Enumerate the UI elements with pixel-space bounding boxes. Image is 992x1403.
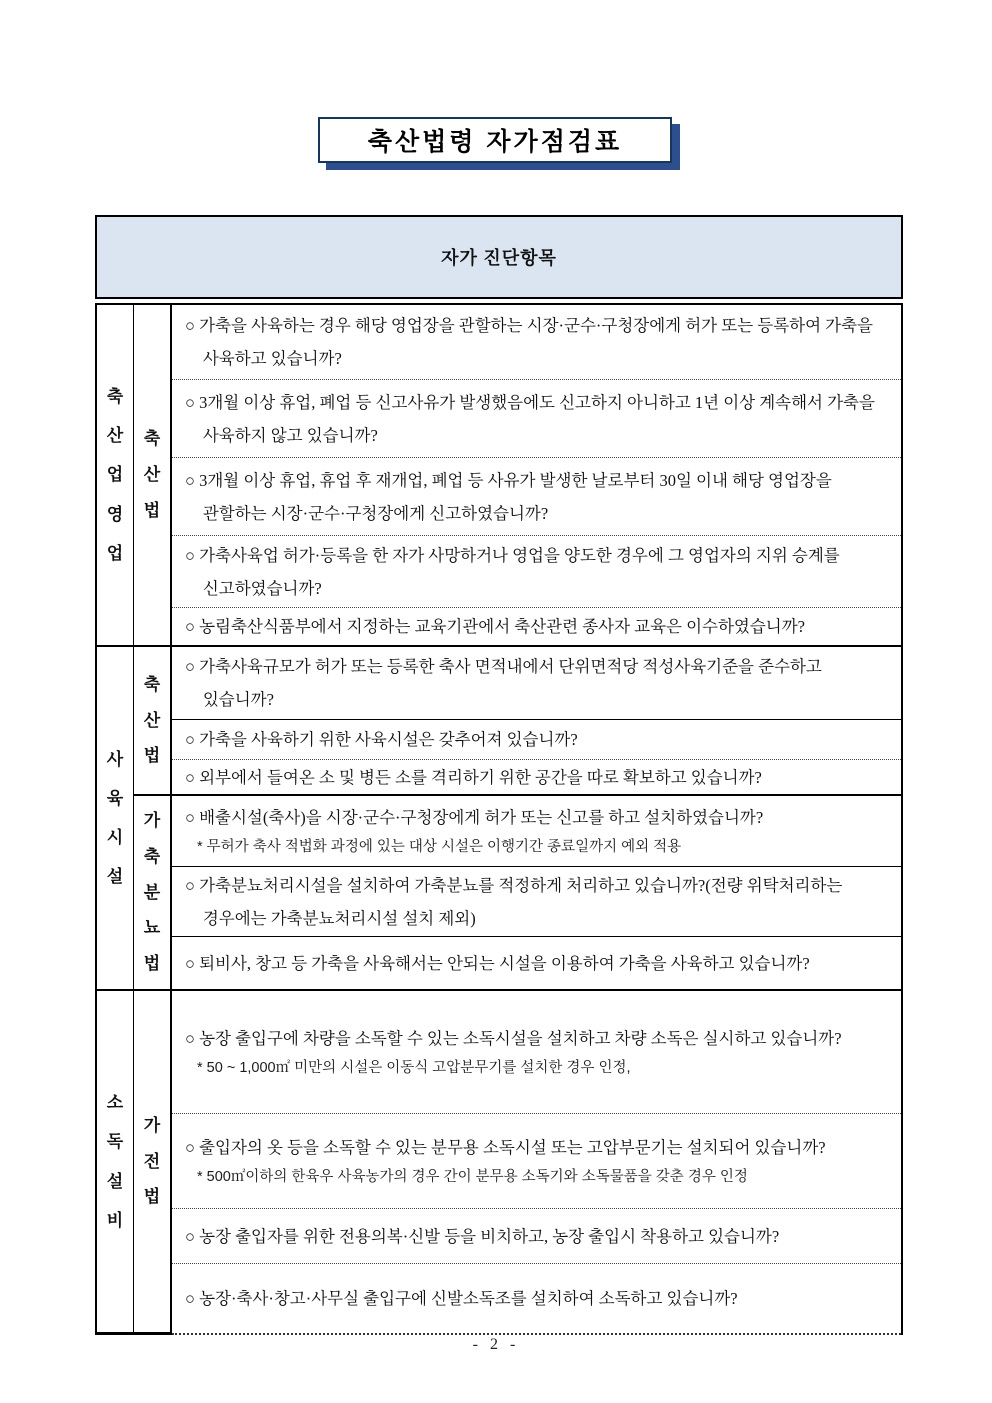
law-label: 축산법 — [143, 674, 161, 766]
checklist-item — [172, 759, 901, 794]
question-text: ○ 가축분뇨처리시설을 설치하여 가축분뇨를 적정하게 처리하고 있습니까?(전량 위탁처리하는 경우에는 가축분뇨처리시설 설치 제외) — [185, 875, 843, 928]
question-text: ○ 3개월 이상 휴업, 폐업 등 신고사유가 발생했음에도 신고하지 아니하고 1년 이상 계속해서 가축을 사육하지 않고 있습니까? — [185, 392, 875, 445]
law-subgroup — [134, 794, 901, 989]
checklist-item — [172, 1208, 901, 1263]
checklist-item — [172, 796, 901, 866]
checklist-item — [172, 535, 901, 607]
question-text: ○ 퇴비사, 창고 등 가축을 사육해서는 안되는 시설을 이용하여 가축을 사육하고 있습니까? — [185, 953, 810, 973]
checklist-item — [172, 866, 901, 936]
question-note: * 500㎡이하의 한육우 사육농가의 경우 간이 분무용 소독기와 소독물품을 갖춘 경우 인정 — [197, 1168, 748, 1185]
law-label: 가축분뇨법 — [143, 811, 161, 974]
question-text: ○ 배출시설(축사)을 시장·군수·구청장에게 허가 또는 신고를 하고 설치하였습니까? — [185, 807, 764, 827]
law-subgroup — [134, 991, 901, 1335]
checklist-item — [172, 1113, 901, 1208]
question-note: * 50 ~ 1,000㎡ 미만의 시설은 이동식 고압분무기를 설치한 경우 인정, — [197, 1059, 631, 1076]
question-text: ○ 가축사육규모가 허가 또는 등록한 축사 면적내에서 단위면적당 적성사육기준을 준수하고 있습니까? — [185, 657, 822, 709]
page-number: - 2 - — [472, 1336, 520, 1353]
category-cell — [97, 305, 134, 645]
category-cell — [97, 991, 134, 1335]
checklist-item — [172, 719, 901, 759]
document-title-box — [318, 117, 672, 163]
checklist-item — [172, 991, 901, 1113]
category-label: 사육시설 — [106, 749, 124, 887]
question-text: ○ 농장 출입구에 차량을 소독할 수 있는 소독시설을 설치하고 차량 소독은 실시하고 있습니까? — [185, 1028, 842, 1048]
question-note: * 무허가 축사 적법화 과정에 있는 대상 시설은 이행기간 종료일까지 예외 적용 — [197, 838, 682, 855]
section-livestock-business — [97, 305, 901, 645]
table-header-label: 자가 진단항목 — [441, 248, 557, 268]
checklist-table — [95, 215, 903, 1335]
law-cell — [134, 991, 172, 1335]
question-text: ○ 3개월 이상 휴업, 휴업 후 재개업, 폐업 등 사유가 발생한 날로부터 30일 이내 해당 영업장을 관할하는 시장·군수·구청장에게 신고하였습니까? — [185, 470, 832, 523]
question-text: ○ 농장 출입자를 위한 전용의복·신발 등을 비치하고, 농장 출입시 착용하고 있습니까? — [185, 1226, 780, 1246]
checklist-item — [172, 647, 901, 719]
question-text: ○ 가축을 사육하는 경우 해당 영업장을 관할하는 시장·군수·구청장에게 허가 또는 등록하여 가축을 사육하고 있습니까? — [185, 316, 873, 368]
section-breeding-facility — [97, 645, 901, 989]
law-cell — [134, 796, 172, 989]
checklist-item — [172, 379, 901, 457]
law-label: 가전법 — [143, 1115, 161, 1207]
law-subgroup — [134, 647, 901, 794]
checklist-item — [172, 607, 901, 645]
checklist-item — [172, 1263, 901, 1333]
document-title: 축산법령 자가점검표 — [367, 128, 623, 156]
category-cell — [97, 647, 134, 989]
table-body — [95, 303, 903, 1335]
category-label: 소독설비 — [106, 1093, 124, 1230]
question-text: ○ 외부에서 들여온 소 및 병든 소를 격리하기 위한 공간을 따로 확보하고 있습니까? — [185, 767, 762, 787]
checklist-item — [172, 457, 901, 535]
question-text: ○ 농장·축사·창고·사무실 출입구에 신발소독조를 설치하여 소독하고 있습니까? — [185, 1289, 738, 1308]
category-label: 축산업영업 — [106, 387, 124, 563]
question-text: ○ 농림축산식품부에서 지정하는 교육기관에서 축산관련 종사자 교육은 이수하였습니까? — [185, 617, 805, 636]
law-cell — [134, 305, 172, 645]
law-subgroup — [134, 305, 901, 645]
section-disinfection-equipment — [97, 989, 901, 1335]
law-cell — [134, 647, 172, 794]
law-label: 축산법 — [143, 429, 161, 520]
checklist-item — [172, 305, 901, 379]
question-text: ○ 가축을 사육하기 위한 사육시설은 갖추어져 있습니까? — [185, 730, 578, 749]
question-text: ○ 출입자의 옷 등을 소독할 수 있는 분무용 소독시설 또는 고압부문기는 설치되어 있습니까? — [185, 1137, 826, 1157]
question-text: ○ 가축사육업 허가·등록을 한 자가 사망하거나 영업을 양도한 경우에 그 영업자의 지위 승계를 신고하였습니까? — [185, 545, 840, 598]
table-header-cell — [95, 215, 903, 299]
checklist-item — [172, 936, 901, 989]
